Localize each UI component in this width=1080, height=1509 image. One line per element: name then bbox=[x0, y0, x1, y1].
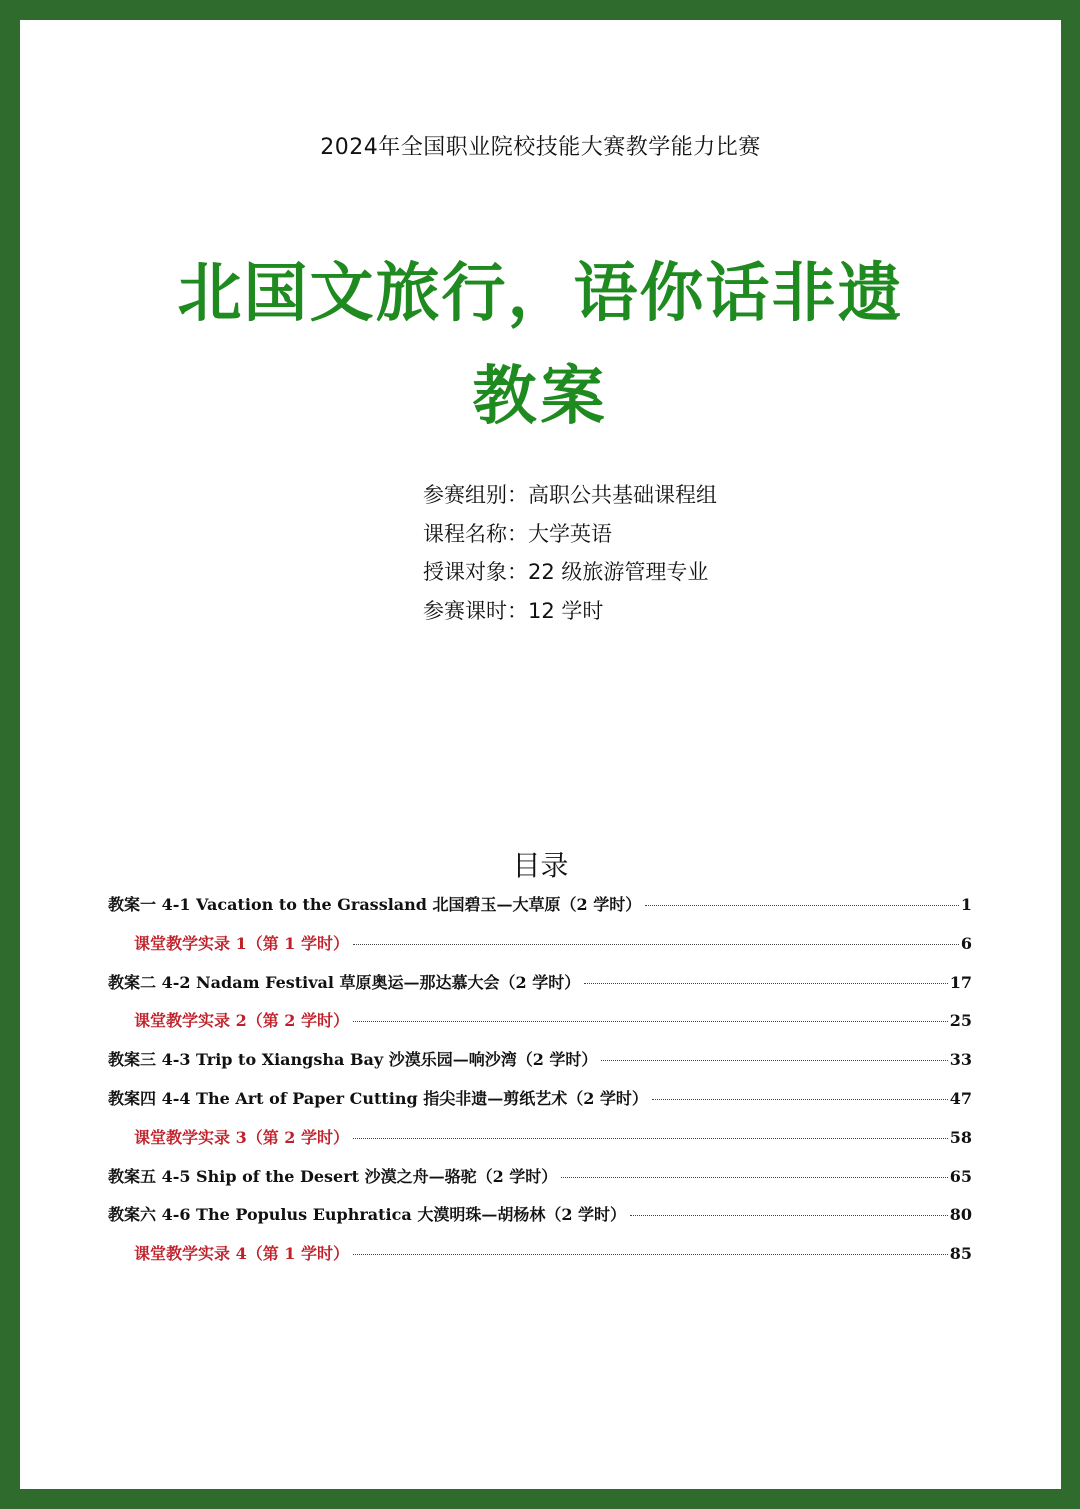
document-subtitle: 教案 bbox=[472, 360, 609, 434]
info-row-hours bbox=[423, 592, 717, 631]
toc-page-number: 65 bbox=[949, 1166, 972, 1186]
toc-page-number: 17 bbox=[949, 972, 972, 992]
toc-entry[interactable] bbox=[108, 886, 972, 925]
toc-page-number: 25 bbox=[949, 1011, 972, 1031]
toc-entry-sub[interactable] bbox=[108, 1119, 972, 1158]
toc-entry-sub[interactable] bbox=[108, 1235, 972, 1274]
toc-entry[interactable] bbox=[108, 964, 972, 1003]
info-row-course bbox=[423, 515, 717, 554]
table-of-contents bbox=[108, 886, 972, 1274]
toc-entry-text: 教案二 4-2 Nadam Festival 草原奥运—那达慕大会（2 学时） bbox=[108, 972, 581, 992]
toc-entry[interactable] bbox=[108, 1158, 972, 1197]
toc-page-number: 1 bbox=[960, 895, 972, 914]
document-page bbox=[20, 20, 1061, 1489]
dot-leader bbox=[353, 1021, 948, 1022]
toc-entry[interactable] bbox=[108, 1196, 972, 1235]
info-label: 参赛课时： bbox=[423, 598, 528, 623]
course-info bbox=[423, 476, 717, 630]
dot-leader bbox=[561, 1177, 947, 1178]
dot-leader bbox=[353, 1138, 948, 1139]
toc-entry[interactable] bbox=[108, 1080, 972, 1119]
toc-entry-sub[interactable] bbox=[108, 925, 972, 964]
dot-leader bbox=[601, 1060, 947, 1061]
toc-page-number: 33 bbox=[949, 1050, 972, 1070]
toc-entry-text: 课堂教学实录 3（第 2 学时） bbox=[134, 1127, 349, 1147]
toc-page-number: 6 bbox=[960, 933, 972, 953]
dot-leader bbox=[353, 944, 959, 945]
info-value: 22 级旅游管理专业 bbox=[528, 560, 709, 584]
info-value: 大学英语 bbox=[528, 521, 612, 546]
info-label: 参赛组别： bbox=[423, 483, 528, 507]
toc-heading: 目录 bbox=[512, 849, 569, 882]
dot-leader bbox=[584, 983, 947, 984]
toc-page-number: 85 bbox=[949, 1244, 972, 1264]
toc-entry-text: 教案五 4-5 Ship of the Desert 沙漠之舟—骆驼（2 学时） bbox=[108, 1166, 558, 1186]
info-row-group bbox=[423, 476, 717, 515]
toc-entry-text: 教案三 4-3 Trip to Xiangsha Bay 沙漠乐园—响沙湾（2 学时） bbox=[108, 1050, 598, 1070]
dot-leader bbox=[353, 1254, 948, 1255]
info-value: 12 学时 bbox=[528, 598, 604, 623]
dot-leader bbox=[645, 905, 959, 906]
document-title: 北国文旅行，语你话非遗 bbox=[177, 257, 904, 331]
toc-page-number: 58 bbox=[949, 1127, 972, 1147]
toc-entry-text: 课堂教学实录 2（第 2 学时） bbox=[134, 1011, 349, 1031]
toc-entry-text: 课堂教学实录 4（第 1 学时） bbox=[134, 1244, 349, 1264]
toc-entry-text: 课堂教学实录 1（第 1 学时） bbox=[134, 933, 349, 953]
info-label: 授课对象： bbox=[423, 560, 528, 584]
competition-name: 2024年全国职业院校技能大赛教学能力比赛 bbox=[320, 135, 761, 160]
toc-page-number: 47 bbox=[949, 1088, 972, 1108]
info-row-audience bbox=[423, 553, 717, 592]
toc-entry-text: 教案四 4-4 The Art of Paper Cutting 指尖非遗—剪纸艺术（2 学时） bbox=[108, 1088, 648, 1108]
toc-entry[interactable] bbox=[108, 1041, 972, 1080]
info-label: 课程名称： bbox=[423, 521, 528, 546]
toc-entry-text: 教案六 4-6 The Populus Euphratica 大漠明珠—胡杨林（2 学时） bbox=[108, 1205, 627, 1225]
toc-entry-text: 教案一 4-1 Vacation to the Grassland 北国碧玉—大草原（2 学时） bbox=[108, 895, 642, 914]
dot-leader bbox=[630, 1215, 948, 1216]
toc-entry-sub[interactable] bbox=[108, 1002, 972, 1041]
info-value: 高职公共基础课程组 bbox=[528, 483, 717, 507]
dot-leader bbox=[652, 1099, 948, 1100]
toc-page-number: 80 bbox=[949, 1205, 972, 1225]
